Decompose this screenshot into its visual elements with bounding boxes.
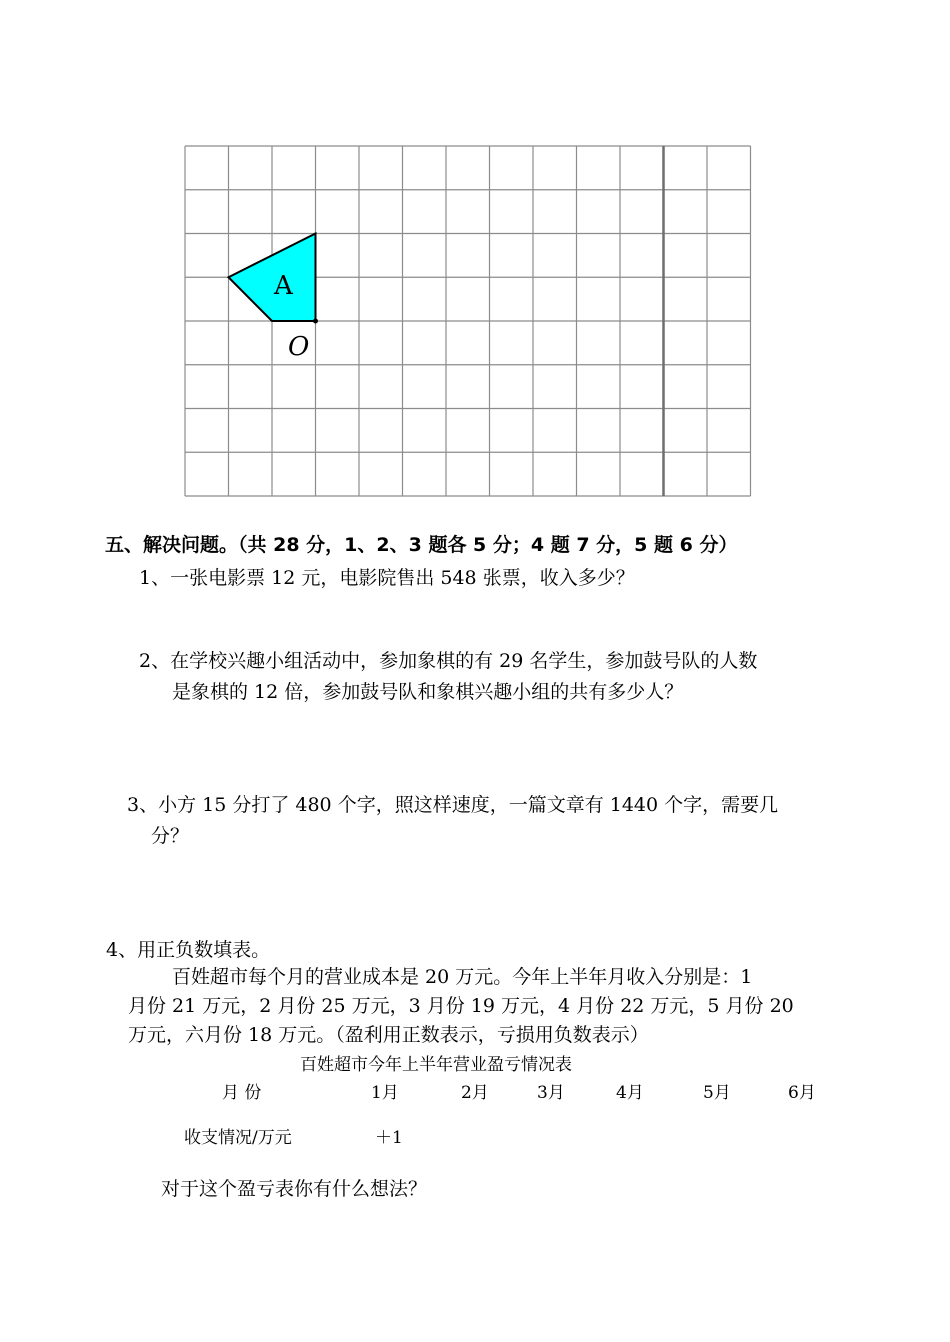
table-month-2: 2月 — [461, 1083, 489, 1103]
table-month-1: 1月 — [371, 1083, 399, 1103]
question-2-line-1: 2、在学校兴趣小组活动中，参加象棋的有 29 名学生，参加鼓号队的人数 — [139, 650, 758, 672]
table-month-3: 3月 — [537, 1083, 565, 1103]
shape-a-label: A — [274, 271, 293, 301]
point-o-marker — [313, 319, 318, 324]
question-3-line-1: 3、小方 15 分打了 480 个字，照这样速度，一篇文章有 1440 个字，需要几 — [127, 794, 779, 816]
question-2-line-2: 是象棋的 12 倍，参加鼓号队和象棋兴趣小组的共有多少人？ — [172, 681, 684, 703]
question-4-title: 4、用正负数填表。 — [106, 939, 271, 961]
table-header-label: 月 份 — [222, 1083, 262, 1103]
question-1: 1、一张电影票 12 元，电影院售出 548 张票，收入多少？ — [139, 567, 635, 589]
question-4-paragraph-line-1: 百姓超市每个月的营业成本是 20 万元。今年上半年月收入分别是：1 — [172, 966, 753, 988]
section-heading: 五、解决问题。（共 28 分，1、2、3 题各 5 分；4 题 7 分，5 题 6 分） — [105, 534, 738, 556]
question-4-paragraph-line-3: 万元，六月份 18 万元。（盈利用正数表示，亏损用负数表示） — [128, 1024, 649, 1046]
point-o-label: O — [288, 332, 310, 362]
question-4-paragraph-line-2: 月份 21 万元，2 月份 25 万元，3 月份 19 万元，4 月份 22 万元，5 月份 20 — [128, 995, 794, 1017]
table-title: 百姓超市今年上半年营业盈亏情况表 — [300, 1055, 572, 1075]
coordinate-grid-figure — [0, 0, 950, 520]
grid-lines — [185, 146, 751, 496]
table-month-6: 6月 — [788, 1083, 816, 1103]
table-row-label: 收支情况/万元 — [184, 1128, 292, 1148]
table-value-1: ＋1 — [375, 1128, 403, 1148]
question-3-line-2: 分？ — [151, 825, 190, 847]
table-month-4: 4月 — [616, 1083, 644, 1103]
table-month-5: 5月 — [703, 1083, 731, 1103]
question-4-followup: 对于这个盈亏表你有什么想法？ — [161, 1178, 428, 1200]
